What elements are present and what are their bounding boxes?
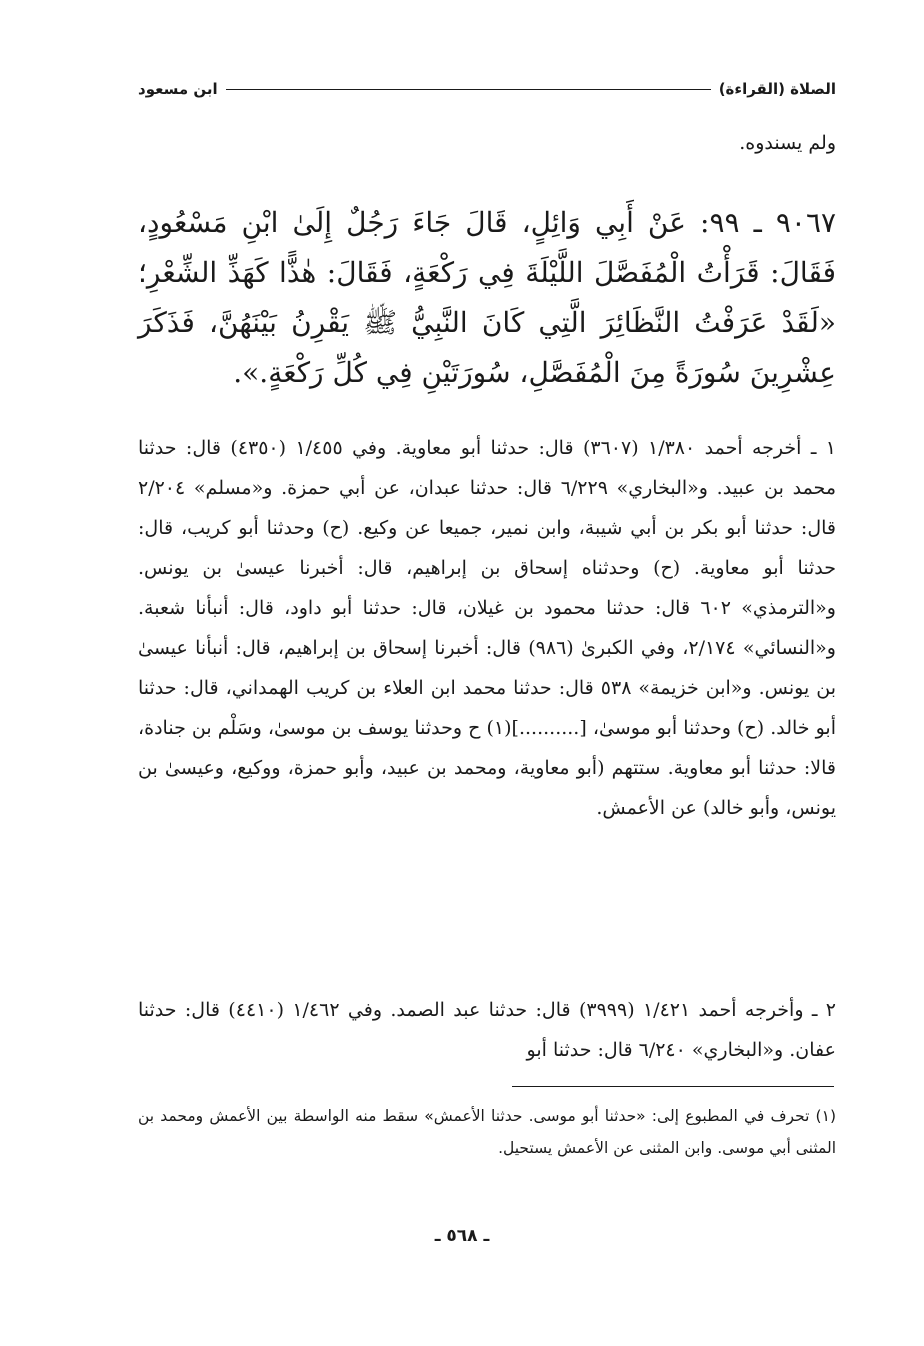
hadith-text-block: [138, 198, 836, 398]
footnote-separator: [512, 1086, 834, 1087]
header-chapter: الصلاة (القراءة): [718, 80, 836, 98]
takhrij-paragraph-1: ١ ـ أخرجه أحمد ١/٣٨٠ (٣٦٠٧) قال: حدثنا أبو معاوية. وفي ١/٤٥٥ (٤٣٥٠) قال: حدثنا محمد بن عبيد. و«البخاري» ٦/٢٢٩ قال: حدثنا عبدان، عن أبي حمزة. و«مسلم» ٢/٢٠٤ قال: حدثنا أبو بكر بن أبي شيبة، وابن نمير، جميعا عن وكيع. (ح) وحدثنا أبو كريب، قال: حدثنا أبو معاوية. (ح) وحدثناه إسحاق بن إبراهيم، قال: أخبرنا عيسىٰ بن يونس. و«الترمذي» ٦٠٢ قال: حدثنا محمود بن غيلان، قال: حدثنا أبو داود، قال: أنبأنا شعبة. و«النسائي» ٢/١٧٤، وفي الكبرىٰ (٩٨٦) قال: أخبرنا إسحاق بن إبراهيم، قال: أنبأنا عيسىٰ بن يونس. و«ابن خزيمة» ٥٣٨ قال: حدثنا محمد ابن العلاء بن كريب الهمداني، قال: حدثنا أبو خالد. (ح) وحدثنا أبو موسىٰ، [..........](١) ح وحدثنا يوسف بن موسىٰ، وسَلْم بن جنادة، قالا: حدثنا أبو معاوية. ستتهم (أبو معاوية، ومحمد بن عبيد، وأبو حمزة، ووكيع، وعيسىٰ بن يونس، وأبو خالد) عن الأعمش.: [138, 437, 837, 819]
intro-line: ولم يسندوه.: [739, 132, 836, 154]
takhrij-paragraph-2: ٢ ـ وأخرجه أحمد ١/٤٢١ (٣٩٩٩) قال: حدثنا عبد الصمد. وفي ١/٤٦٢ (٤٤١٠) قال: حدثنا عفان. و«البخاري» ٦/٢٤٠ قال: حدثنا أبو: [138, 999, 836, 1061]
running-header: [138, 74, 836, 104]
page-number: ـ ٥٦٨ ـ: [434, 1226, 490, 1246]
footnote: (١) تحرف في المطبوع إلى: «حدثنا أبو موسى. حدثنا الأعمش» سقط منه الواسطة بين الأعمش ومحمد بن المثنى أبي موسى. وابن المثنى عن الأعمش يستحيل.: [138, 1107, 836, 1157]
header-rule: [226, 89, 711, 90]
hadith-text: عَنْ أَبِي وَائِلٍ، قَالَ جَاءَ رَجُلٌ إِلَىٰ ابْنِ مَسْعُودٍ، فَقَالَ: قَرَأْتُ الْمُفَصَّلَ اللَّيْلَةَ فِي رَكْعَةٍ، فَقَالَ: هٰذًّا كَهَذِّ الشِّعْرِ؛ «لَقَدْ عَرَفْتُ النَّظَائِرَ الَّتِي كَانَ النَّبِيُّ ﷺ يَقْرِنُ بَيْنَهُنَّ، فَذَكَرَ عِشْرِينَ سُورَةً مِنَ الْمُفَصَّلِ، سُورَتَيْنِ فِي كُلِّ رَكْعَةٍ.».: [138, 206, 836, 389]
header-companion: ابن مسعود: [138, 80, 218, 98]
hadith-number: ٩٠٦٧ ـ ٩٩:: [700, 206, 837, 239]
